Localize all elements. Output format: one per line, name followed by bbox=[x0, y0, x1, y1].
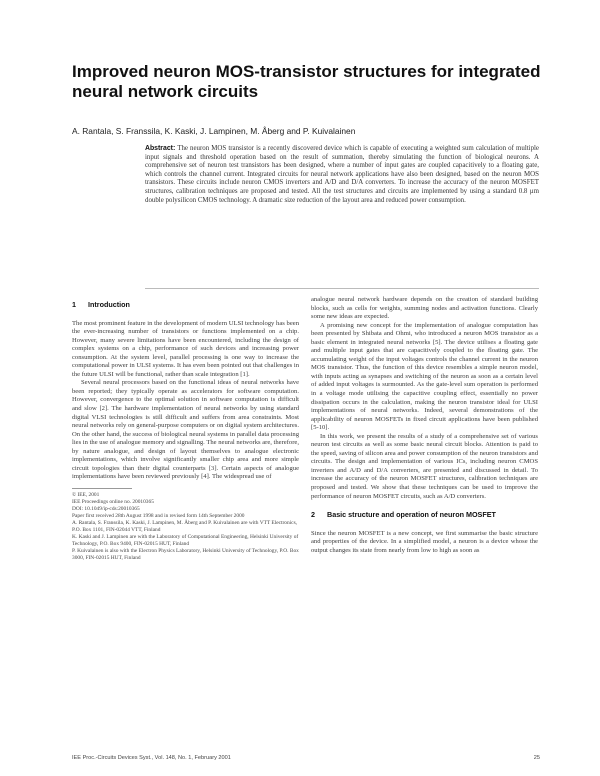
footnote: A. Rantala, S. Franssila, K. Kaski, J. Lampinen, M. Åberg and P. Kuivalainen are with VTT Electronics, P.O. Box 1101, FIN-02044 VTT, Finland bbox=[72, 519, 298, 533]
body-paragraph: analogue neural network hardware depends on the creation of standard building blocks, such as cells for weights, summing nodes and activation functions. Clearly some new ideas are expected. bbox=[311, 296, 538, 321]
abstract-label: Abstract: bbox=[145, 145, 176, 152]
section-title: Basic structure and operation of neuron MOSFET bbox=[327, 510, 496, 520]
section-number: 1 bbox=[72, 300, 76, 309]
abstract-text: The neuron MOS transistor is a recently discovered device which is capable of executing a weighted sum calculation of multiple input signals and threshold operation based on the result of summation, thereby simulating the function of biological neurons. A comprehensive set of neuron test transistors has been designed, where a number of input gates are coupled capacitively to a floating gate, which controls the channel current. Integrated circuits for neural network applications have also been designed, based on the neuron MOS transistors. These circuits include neuron CMOS inverters and A/D and D/A converters. To increase the accuracy of the neuron MOSFET structures, calibration techniques are proposed and tested. All the test structures and circuits are implemented by using a standard 0.8 μm double polysilicon CMOS technology. A dramatic size reduction of the layout area and reduced power consumption. bbox=[145, 145, 539, 204]
page-footer bbox=[72, 755, 540, 761]
body-paragraph: A promising new concept for the implementation of analogue computation has been presented by Shibata and Ohmi, who introduced a neuron MOS transistor as a basic element in integrated neural networks [5]. The device utilises a floating gate and multiple input gates that are capacitively coupled to the floating gate. The accumulating weight of the input voltages controls the channel current in the neuron MOS transistor. Thus, the function of this device resembles a simple neuron model, with inputs acting as synapses and switching of the neuron as soon as a certain level of added input voltages is surmounted. As the gate-level sum operation is performed in a voltage mode utilising the capacitive coupling effect, essentially no power dissipation occurs in the calculation, making the neuron transistor ideal for ULSI implementations of neural networks. Indeed, several demonstrations of the applicability of neuron MOSFETs in fixed circuit applications have been published [5-10]. bbox=[311, 321, 538, 432]
body-paragraph: The most prominent feature in the development of modern ULSI technology has been the ever-increasing number of transistors or functions implemented on a chip. However, many severe limitations have been encountered, including the design of complex systems on a chip, performance of such devices and increasing power consumption. At the system level, parallel processing is one way to increase the computational power in ULSI systems. It has even been pointed out that challenges in the future ULSI will be functional, rather than scale integration [1]. bbox=[72, 319, 299, 378]
footnotes bbox=[72, 492, 299, 562]
body-paragraph: Several neural processors based on the functional ideas of neural networks have been reported; they typically operate as accelerators for software computation. However, convergence to the optimal solution in software computation is difficult and slow [2]. The hardware implementation of neural networks by using standard digital VLSI technologies is still difficult and suffers from area constraints. Most neural networks rely on general-purpose computers or on digital system architectures. On the other hand, the success of biological neural systems in parallel data processing lies in the use of analogue memory and signalling. The neural networks are, therefore, by nature analogue, and design of layout themselves to analogue electronic implementations, which involve significantly smaller chip area and more simple circuit topologies than their digital counterparts [3]. Certain aspects of analogue implementations have been reviewed previously [4]. The widespread use of bbox=[72, 379, 299, 481]
footnote: K. Kaski and J. Lampinen are with the Laboratory of Computational Engineering, Helsinki University of Technology, P.O. Box 9400, FIN-02015 HUT, Finland bbox=[72, 533, 299, 547]
abstract bbox=[145, 145, 539, 205]
section-heading-basic-structure bbox=[311, 511, 538, 520]
right-column bbox=[311, 296, 538, 555]
section-number: 2 bbox=[311, 510, 315, 520]
body-paragraph: In this work, we present the results of a study of a comprehensive set of various neuron test circuits as well as some basic neural circuit blocks. Attention is paid to the speed, saving of silicon area and power consumption of the neuron transistors and circuits. The design and implementation of various ICs, including neuron CMOS inverters and A/D and D/A converters, are presented and discussed in detail. To increase the accuracy of the neuron MOSFET structures, calibration techniques are proposed and tested. We show that these techniques can be used to improve the performance of neuron MOSFET circuits, such as A/D converters. bbox=[311, 432, 538, 500]
body-paragraph: Since the neuron MOSFET is a new concept, we first summarise the basic structure and properties of the device. In a simplified model, a neuron is a device whose the output changes its state from nearly from low to high as soon as bbox=[311, 529, 538, 554]
footnote-divider bbox=[72, 488, 132, 489]
page-number: 25 bbox=[533, 755, 540, 761]
footnote: Paper first received 28th August 1998 and in revised form 14th September 2000 bbox=[72, 512, 245, 519]
footnote: DOI: 10.1049/ip-cds:20010365 bbox=[72, 505, 140, 512]
footnote: P. Kuivalainen is also with the Electron Physics Laboratory, Helsinki University of Technology, P.O. Box 3000, FIN-02015 HUT, Finland bbox=[72, 547, 299, 561]
paper-title: Improved neuron MOS-transistor structures for integrated neural network circuits bbox=[72, 62, 541, 101]
footnote: © IEE, 2001 bbox=[72, 491, 100, 498]
abstract-divider bbox=[145, 288, 539, 289]
section-title: Introduction bbox=[88, 300, 130, 309]
footnote: IEE Proceedings online no. 20010365 bbox=[72, 498, 154, 505]
left-column bbox=[72, 301, 299, 562]
author-list: A. Rantala, S. Franssila, K. Kaski, J. Lampinen, M. Åberg and P. Kuivalainen bbox=[72, 126, 356, 136]
journal-citation: IEE Proc.-Circuits Devices Syst., Vol. 148, No. 1, February 2001 bbox=[72, 755, 231, 761]
section-heading-introduction bbox=[72, 301, 299, 310]
